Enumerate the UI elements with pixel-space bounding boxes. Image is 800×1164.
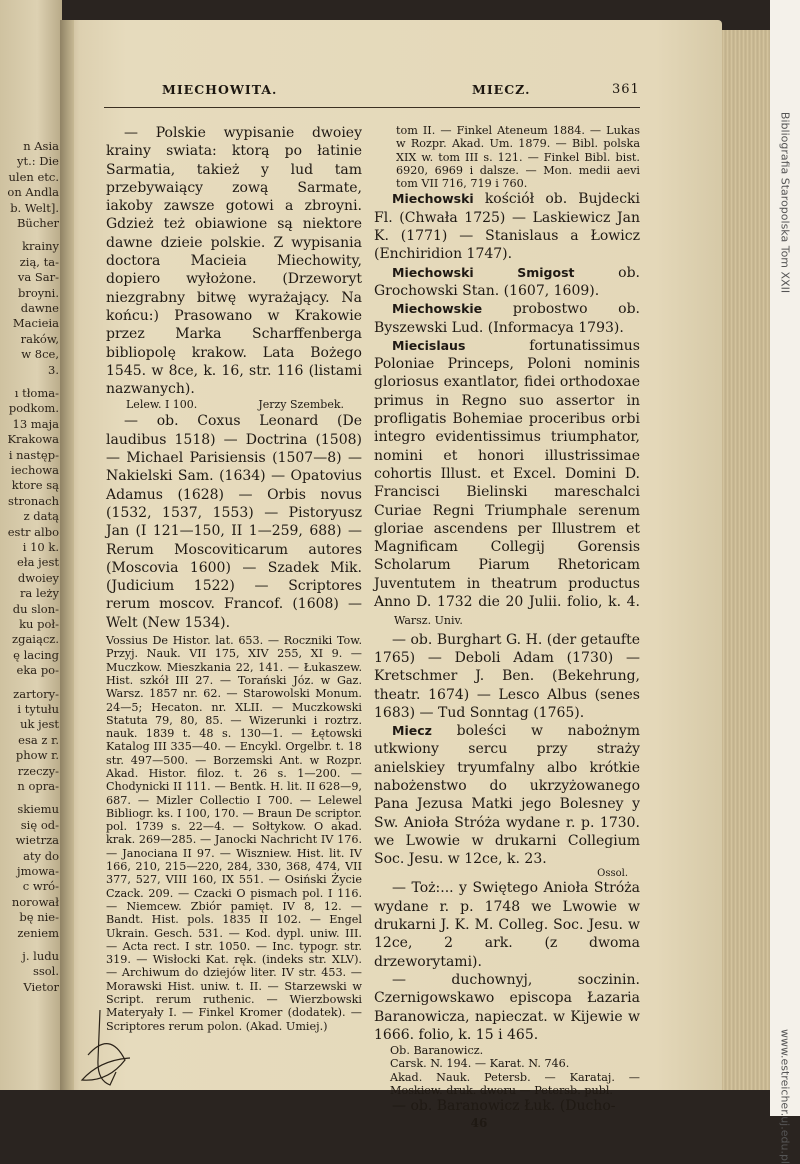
references-block: tom II. — Finkel Ateneum 1884. — Lukas w Rozpr. Akad. Um. 1879. — Bibl. polska XIX w. tom III s. 121. — Finkel Bibl. bist. 6920, 6969 i dalsze. — Mon. medii aevi tom VII 716, 719 i 760. — [396, 124, 640, 191]
left-page-text-fragment: yt.: Die — [16, 154, 59, 169]
entry-text: probostwo ob. Byszewski Lud. (Informacya 1793). — [374, 301, 640, 336]
source-note: Lelew. I 100. — [126, 398, 198, 412]
left-page-text-fragment: va Sar- — [17, 270, 59, 285]
entry-heading: Miecz — [392, 723, 432, 739]
header-left: MIECHOWITA. — [162, 82, 278, 97]
entry-miechowski-smigost — [374, 264, 640, 301]
left-page-text-fragment: Bücher — [16, 216, 59, 230]
header-rule — [104, 107, 640, 108]
left-page-text-fragment: zeniem — [17, 925, 59, 940]
entry-miechowskie — [374, 300, 640, 337]
running-header — [0, 82, 800, 102]
entry-heading: Miechowski Smigost — [392, 264, 575, 280]
left-page-text-fragment: ulen etc. — [8, 169, 59, 184]
left-page-text-fragment: raków, — [20, 331, 59, 346]
left-page-text-fragment: ę lacing — [13, 647, 59, 662]
right-column — [374, 124, 640, 1130]
left-page-text-fragment: się od- — [20, 817, 59, 832]
left-page-text-fragment: zartory- — [13, 686, 59, 701]
left-page-text-fragment: esa z r. — [18, 732, 59, 747]
sidebar-top-text: Bibliografia Staropolska Tom XXII — [778, 111, 792, 293]
left-page-text-fragment: on Andla — [7, 185, 59, 200]
watermark-sidebar — [770, 0, 800, 1164]
source-note: Ossol. — [597, 868, 628, 880]
entry-miechowski — [374, 190, 640, 263]
left-column — [106, 124, 362, 1033]
left-page-text-fragment: wietrza — [15, 833, 59, 848]
left-page-text-fragment: ssol. — [32, 964, 59, 979]
left-page-text-fragment: ra leży — [19, 586, 59, 601]
entry-paragraph: — Polskie wypisanie dwoiey krainy swiata: ktorą po łatinie Sarmatia, takież y lud tam przebywaiący zową Sarmate, iakoby zawsze gotowi a zbroyni. Gdzież też obiawione są niektore dawne dzieie polskie. Z wypisania doctora Macieia Miechowity, dopiero wyłożone. (Drzeworyt niezgrabny bitwę wyrażający. Na końcu:) Prasowano w Krakowie przez Marka Scharffenberga bibliopolę krakow. Lata Bożego 1545. w 8ce, k. 16, str. 116 (listami nazwanych). — [106, 125, 362, 398]
left-page-text-fragment: 3. — [48, 362, 59, 377]
left-page-text-fragment: zgaiącz. — [12, 632, 59, 647]
left-page-text-fragment: stronach — [7, 493, 59, 508]
signature-mark: 46 — [470, 1115, 488, 1130]
left-page-text-fragment: du slon- — [12, 601, 59, 616]
left-page-text-fragment: j. ludu — [22, 949, 59, 963]
left-page-text-fragment: ktore są — [11, 478, 59, 493]
entry-heading: Miechowski — [392, 191, 474, 207]
page-gutter — [60, 20, 74, 1090]
references-block: Vossius De Histor. lat. 653. — Roczniki Tow. Przyj. Nauk. VII 175, XIV 255, XI 9. — Muczkow. Mieszkania 22, 141. — Łukaszew. Hist. szkół III 27. — Torański Józ. w Gaz. Warsz. 1857 nr. 62. — Starowolski Monum. 24—5; Hecaton. nr. XLII. — Muczkowski Statuta 79, 80, 85. — Wizerunki i roztrz. nauk. 1839 t. 48 s. 130—1. — Łętowski Katalog III 335—40. — Encykl. Orgelbr. t. 18 str. 497—500. — Borzemski Ant. w Rozpr. Akad. Histor. filoz. t. 26 s. 1—200. — Chodynicki II 111. — Bentk. H. lit. II 628—9, 687. — Mizler Collectio I 700. — Lelewel Bibliogr. ks. I 100, 170. — Braun De scriptor. pol. 1739 s. 22—4. — Sołtykow. O akad. krak. 269—285. — Janocki Nachricht IV 176. — Janociana II 97. — Wiszniew. Hist. lit. IV 166, 210, 215—220, 284, 330, 368, 474, VII 377, 527, VIII 160, IX 551. — Osiński Życie Czack. 209. — Czacki O pismach pol. I 116. — Niemcew. Zbiór pamięt. IV 8, 12. — Bandt. Hist. pols. 1835 II 102. — Engel Ukrain. Gesch. 531. — Kod. dypl. uniw. III. — Acta rect. I str. 1050. — Inc. typogr. str. 319. — Wisłocki Kat. ręk. (indeks str. XLV). — Archiwum do dziejów liter. IV str. 453. — Morawski Hist. uniw. t. II. — Starzewski w Script. rerum ruthenic. — Wierzbowski Materyały I. — Finkel Kromer (dodatek). — Scriptores rerum polon. (Akad. Umiej.) — [106, 634, 362, 1033]
left-page-text-fragment: krainy — [22, 239, 59, 254]
left-page-text-fragment: estr albo — [7, 524, 59, 539]
left-page-text-fragment: rzeczy- — [17, 763, 59, 778]
left-page-text-fragment: i 10 k. — [22, 540, 59, 554]
left-page-text-fragment: jmowa- — [17, 864, 59, 878]
source-note: Warsz. Univ. — [394, 614, 463, 628]
left-page-text-fragment: bę nie- — [19, 910, 59, 925]
left-page-text-fragment: uk jest — [20, 717, 59, 732]
entry-paragraph: — ob. Burghart G. H. (der getaufte 1765) — Deboli Adam (1730) — Kretschmer J. Ben. (Bekehrung, theatr. 1674) — Lesco Albus (senes 1683) — Tud Sonntag (1765). — [374, 631, 640, 721]
left-page-text-fragment: podkom. — [8, 401, 59, 416]
left-page-fragment — [0, 0, 62, 1090]
left-page-text-fragment: n Asia — [23, 139, 59, 153]
left-page-text-fragment: dawne — [20, 301, 59, 315]
left-page-text-fragment: skiemu — [17, 802, 59, 817]
entry-paragraph: — ob. Baranowicz Łuk. (Ducho- — [392, 1098, 616, 1115]
entry-text: fortunatissimus Poloniae Princeps, Poloni nominis gloriosus exantlator, fidei orthodoxae primus in Regno suo assertor in profligatis Bohemiae proceribus orbi integro evidentissimus triumphator, nomini et honori illustrissimae cohortis Illust. et Excel. Domini D. Francisci Bielinski mareschalci Curiae Regni Triumphale serenum gloriae ascendens per Illustrem et Magnificam Collegij Gorensis Scholarum Piarum Rhetoricam Juventutem in theatrum productus Anno D. 1732 die 20 Julii. folio, k. 4. — [374, 337, 640, 611]
left-page-text-fragment: Vietor — [23, 979, 59, 994]
left-page-text-fragment: ku poł- — [19, 617, 59, 631]
left-page-text-fragment: Krakowa — [7, 432, 59, 447]
left-page-text-fragment: z datą — [23, 509, 59, 524]
left-page-text-fragment: i następ- — [8, 447, 59, 462]
references-block: Carsk. N. 194. — Karat. N. 746. Akad. Nauk. Petersb. — Karataj. — Moskiew. druk. dworu — Petersb. publ. — [390, 1057, 640, 1098]
entry-miecz — [374, 722, 640, 868]
left-page-text-fragment: aty do — [23, 848, 59, 863]
source-note: Ob. Baranowicz. — [390, 1044, 484, 1058]
left-page-text-fragment: eła jest — [17, 555, 59, 570]
author-note: Jerzy Szembek. — [258, 398, 344, 412]
left-page-text-fragment: dwoiey — [17, 570, 59, 585]
entry-heading: Miechowskie — [392, 301, 483, 317]
left-page-text-fragment: 13 maja — [12, 416, 59, 431]
left-page-text-fragment: w 8ce, — [21, 347, 59, 362]
entry-text: ob. Grochowski Stan. (1607, 1609). — [374, 264, 640, 299]
left-page-text-fragment: i tytułu — [17, 702, 59, 716]
page-edges — [722, 30, 770, 1090]
entry-text: boleści w nabożnym utkwiony sercu przy straży anielskiey tryumfalny albo krótkie nabożenstwo do ukrzyżowanego Pana Jezusa Matki jego Bolesney y Sw. Anioła Stróża wydane r. p. 1730. we Lwowie w drukarni Collegium Soc. Jesu. w 12ce, k. 23. — [374, 723, 641, 868]
entry-miecislaus — [374, 337, 640, 631]
entry-paragraph: — Toż:... y Swiętego Anioła Stróża wydane r. p. 1748 we Lwowie w drukarni J. K. M. Colleg. Soc. Jesu. w 12ce, 2 ark. (z dwoma drzeworytami). — [374, 880, 640, 970]
entry-paragraph: — ob. Coxus Leonard (De laudibus 1518) — Doctrina (1508) — Michael Parisiensis (1507—8) — Nakielski Sam. (1634) — Opatovius Adamus (1628) — Orbis novus (1532, 1537, 1553) — Pistoryusz Jan (I 121—150, II 1—259, 688) — Rerum Moscoviticarum autores (Moscovia 1600) — Szadek Mik. (Judicium 1522) — Scriptores rerum moscov. Francof. (1608) — Welt (New 1534). — [106, 413, 362, 631]
sidebar-bottom-text: www.estreicher.uj.edu.pl — [778, 1028, 792, 1164]
left-page-text-fragment: broyni. — [17, 285, 59, 300]
left-page-text-fragment: b. Welt]. — [10, 200, 59, 215]
left-page-text-fragment: n opra- — [17, 779, 59, 793]
pen-scribble-icon — [70, 1000, 140, 1090]
left-page-text-fragment: norował — [11, 894, 59, 909]
header-center: MIECZ. — [472, 82, 531, 97]
left-page-text-fragment: eka po- — [16, 663, 59, 678]
entry-text: kościół ob. Bujdecki Fl. (Chwała 1725) — Laskiewicz Jan K. (1771) — Stanislaus a Łowicz (Enchiridion 1747). — [374, 191, 641, 263]
entry-paragraph: — duchownyj, soczinin. Czernigowskawo episcopa Łazaria Baranowicza, napieczat. w Kijewie w 1666. folio, k. 15 i 465. — [374, 971, 640, 1043]
page-number: 361 — [612, 82, 640, 97]
left-page-text-fragment: c wró- — [22, 879, 59, 894]
left-page-text-fragment: iechowa — [11, 463, 59, 477]
left-page-text-fragment: phow r. — [15, 748, 59, 763]
left-page-text-fragment: ı tłoma- — [14, 386, 59, 400]
left-page-text-fragment: zią, ta- — [19, 254, 59, 269]
left-page-text-fragment: Macieia — [12, 316, 59, 331]
entry-heading: Miecislaus — [392, 337, 466, 353]
